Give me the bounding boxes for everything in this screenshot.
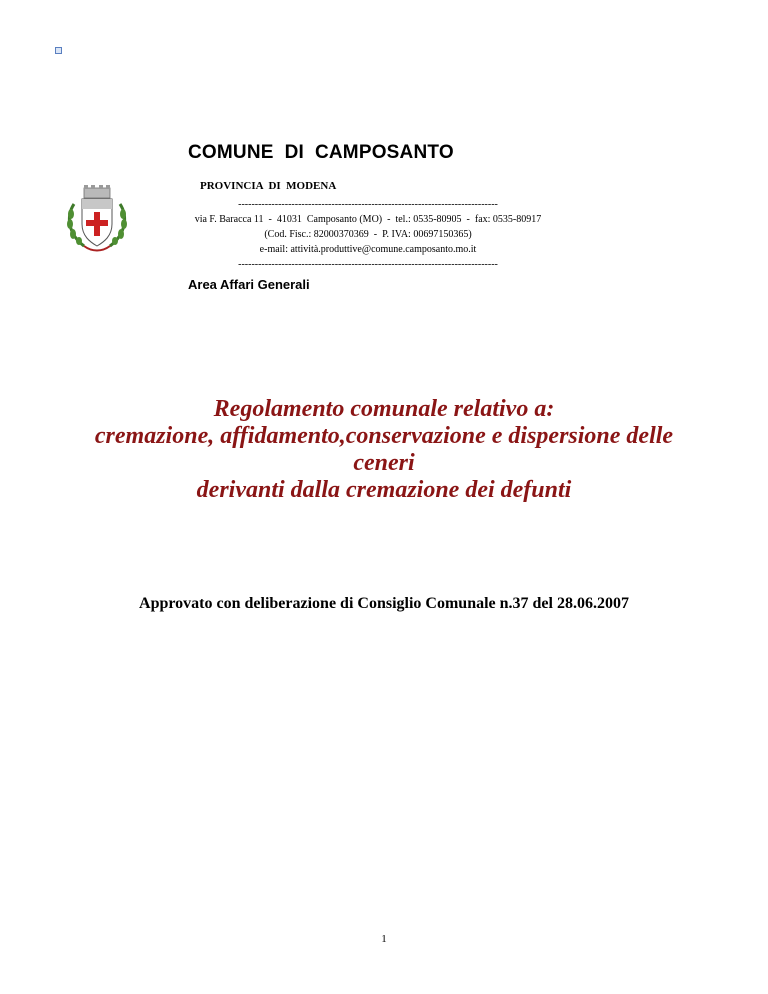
document-title [0, 396, 768, 504]
title-line-4: derivanti dalla cremazione dei defunti [196, 477, 572, 503]
title-line-3: ceneri [353, 450, 415, 476]
page-number: 1 [381, 933, 387, 945]
department-name: Area Affari Generali [188, 277, 310, 292]
title-line-1: Regolamento comunale relativo a: [213, 396, 555, 422]
email-line: e-mail: attività.produttive@comune.camposanto.mo.it [259, 244, 477, 255]
contact-block [178, 197, 558, 272]
placeholder-marker-icon [55, 47, 62, 54]
address-line: via F. Baracca 11 - 41031 Camposanto (MO) - tel.: 0535-80905 - fax: 0535-80917 [194, 214, 542, 225]
title-line-2: cremazione, affidamento,conservazione e dispersione delle [94, 423, 674, 449]
tax-ids-line: (Cod. Fisc.: 82000370369 - P. IVA: 00697150365) [264, 229, 472, 240]
municipal-crest-icon [64, 184, 130, 254]
separator-bottom: ------------------------------------------------------------------------------ [238, 259, 498, 270]
municipality-name: COMUNE DI CAMPOSANTO [188, 142, 454, 163]
separator-top: ------------------------------------------------------------------------------ [238, 199, 498, 210]
province-name: PROVINCIA DI MODENA [200, 180, 337, 192]
approval-statement: Approvato con deliberazione di Consiglio Comunale n.37 del 28.06.2007 [139, 595, 629, 612]
